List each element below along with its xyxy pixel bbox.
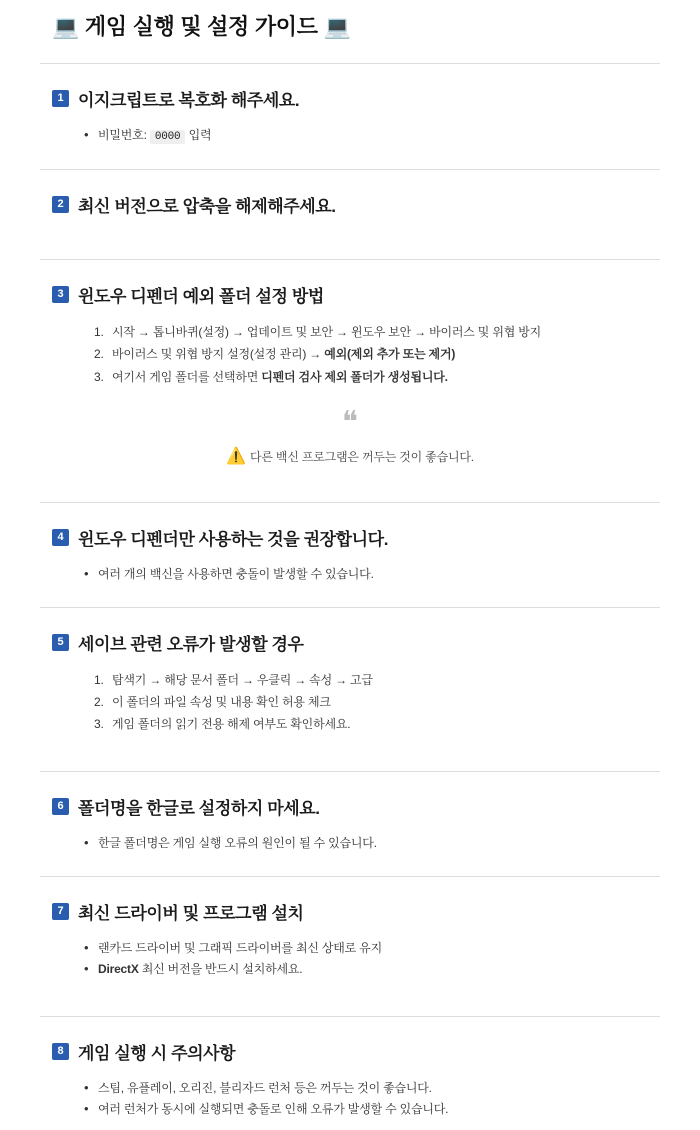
- divider: [40, 607, 660, 608]
- list-item: 시작 → 톱니바퀴(설정) → 업데이트 및 보안 → 윈도우 보안 → 바이러스 및 위협 방지: [112, 325, 542, 340]
- divider: [40, 771, 660, 772]
- section-number-badge: 5: [52, 634, 69, 651]
- divider: [40, 259, 660, 260]
- list-item: • 여러 런처가 동시에 실행되면 충돌로 인해 오류가 발생할 수 있습니다.: [98, 1099, 660, 1120]
- warning-quote: [40, 405, 660, 466]
- emphasis: 예외(제외 추가 또는 제거): [324, 347, 456, 362]
- list-item: • 스팀, 유플레이, 오리진, 블리자드 런처 등은 꺼두는 것이 좋습니다.: [98, 1078, 660, 1099]
- document-page: [0, 10, 700, 1130]
- divider: [40, 876, 660, 877]
- section-7: [40, 899, 660, 1017]
- warning-icon: ⚠️: [226, 447, 247, 465]
- section-4-list: [40, 564, 660, 585]
- quote-mark-icon: ❝: [341, 405, 359, 439]
- page-title: 💻 게임 실행 및 설정 가이드 💻: [52, 14, 351, 39]
- section-3-steps: [40, 321, 660, 388]
- password-label: 비밀번호:: [98, 128, 147, 142]
- section-8: [40, 1039, 660, 1120]
- section-6-list: [40, 833, 660, 854]
- section-number-badge: 8: [52, 1043, 69, 1060]
- section-title: 게임 실행 시 주의사항: [78, 1044, 236, 1064]
- quote-text: 다른 백신 프로그램은 꺼두는 것이 좋습니다.: [250, 449, 474, 464]
- section-8-list: [40, 1078, 660, 1120]
- section-1-heading: [52, 86, 660, 111]
- section-title: 윈도우 디펜더만 사용하는 것을 권장합니다.: [78, 529, 389, 549]
- section-number-badge: 6: [52, 798, 69, 815]
- section-number-badge: 4: [52, 529, 69, 546]
- section-title: 세이브 관련 오류가 발생할 경우: [78, 634, 304, 654]
- section-title: 윈도우 디펜더 예외 폴더 설정 방법: [78, 287, 324, 307]
- password-code: 0000: [150, 130, 186, 144]
- section-2: [40, 192, 660, 260]
- section-3-heading: [52, 282, 660, 307]
- divider: [40, 63, 660, 64]
- section-4: [40, 525, 660, 608]
- divider: [40, 169, 660, 170]
- password-suffix: 입력: [188, 128, 212, 142]
- section-7-list: [40, 938, 660, 980]
- section-number-badge: 7: [52, 903, 69, 920]
- list-item: 바이러스 및 위협 방지 설정(설정 관리) → 예외(제외 추가 또는 제거): [112, 347, 456, 362]
- section-5-heading: [52, 630, 660, 655]
- section-title: 이지크립트로 복호화 해주세요.: [78, 91, 300, 110]
- section-2-heading: [52, 192, 660, 217]
- list-item: • 여러 개의 백신을 사용하면 충돌이 발생할 수 있습니다.: [98, 564, 660, 585]
- list-item: [98, 125, 660, 147]
- section-title: 최신 버전으로 압축을 해제해주세요.: [78, 197, 336, 217]
- list-item: • DirectX 최신 버전을 반드시 설치하세요.: [98, 959, 660, 980]
- list-item: • 랜카드 드라이버 및 그래픽 드라이버를 최신 상태로 유지: [98, 938, 660, 959]
- section-5: [40, 630, 660, 773]
- emphasis: DirectX: [98, 962, 139, 977]
- section-8-heading: [52, 1039, 660, 1064]
- section-title: 최신 드라이버 및 프로그램 설치: [78, 904, 304, 924]
- section-7-heading: [52, 899, 660, 924]
- section-number-badge: 1: [52, 90, 69, 107]
- list-item: 여기서 게임 폴더를 선택하면 디펜더 검사 제외 폴더가 생성됩니다.: [112, 369, 448, 384]
- list-item: • 한글 폴더명은 게임 실행 오류의 원인이 될 수 있습니다.: [98, 833, 660, 854]
- section-6-heading: [52, 794, 660, 819]
- list-item: 게임 폴더의 읽기 전용 해제 여부도 확인하세요.: [112, 717, 351, 732]
- list-item: 이 폴더의 파일 속성 및 내용 확인 허용 체크: [112, 695, 331, 709]
- section-3: [40, 282, 660, 503]
- section-number-badge: 2: [52, 196, 69, 213]
- emphasis: 디펜더 검사 제외 폴더가 생성됩니다.: [261, 369, 448, 384]
- section-5-steps: [40, 669, 660, 736]
- section-1-list: [40, 125, 660, 147]
- section-1: [40, 86, 660, 170]
- divider: [40, 502, 660, 503]
- section-4-heading: [52, 525, 660, 550]
- list-item: 탐색기 → 해당 문서 폴더 → 우클릭 → 속성 → 고급: [112, 672, 373, 687]
- divider: [40, 1016, 660, 1017]
- section-title: 폴더명을 한글로 설정하지 마세요.: [78, 799, 320, 819]
- section-number-badge: 3: [52, 286, 69, 303]
- section-6: [40, 794, 660, 877]
